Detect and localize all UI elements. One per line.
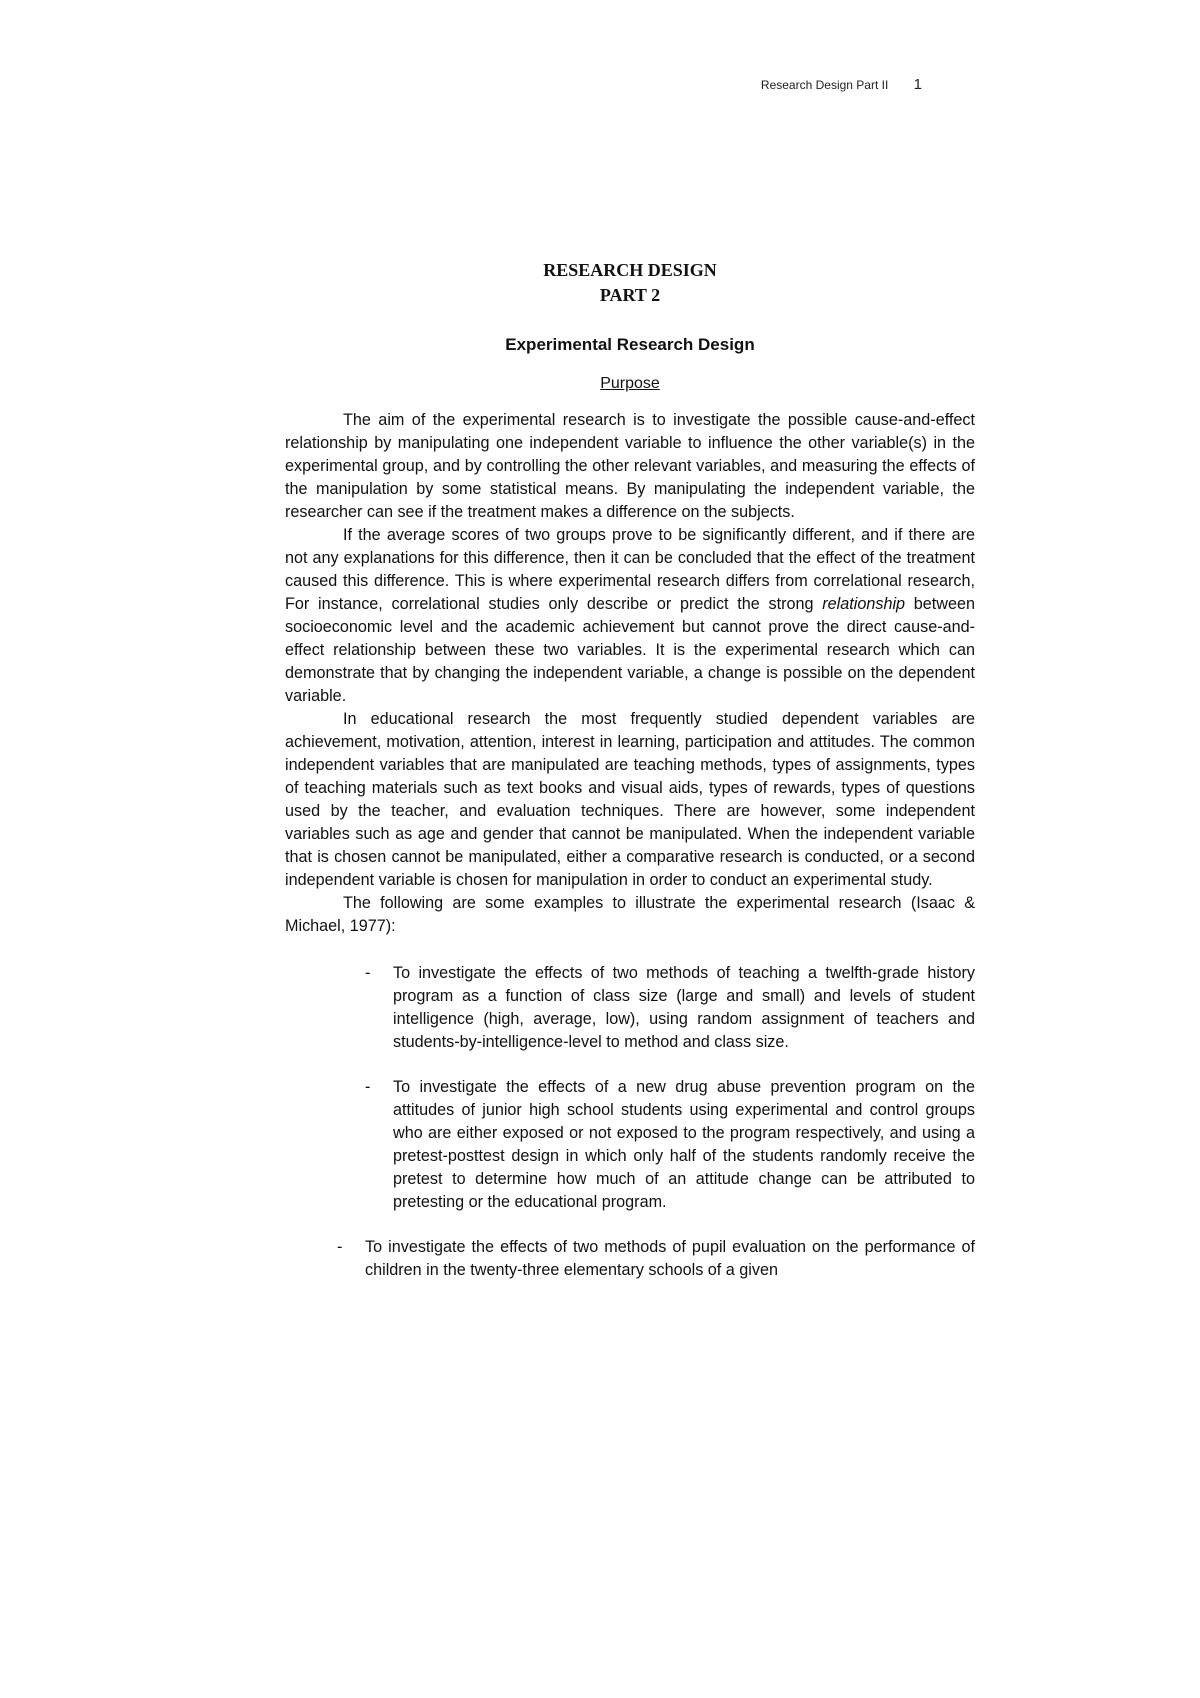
paragraph-2 <box>285 524 975 708</box>
paragraph-2-text-a: If the average scores of two groups prove to be significantly different, and if there are not any explanations for this difference, then it can be concluded that the effect of the treatment caused this difference. This is where experimental research differs from correlational research, For instance, correlational studies only describe or predict the strong <box>285 526 975 613</box>
bullet-dash: - <box>365 964 371 982</box>
running-header <box>761 76 922 93</box>
bullet-dash: - <box>337 1238 343 1256</box>
document-subtitle: Experimental Research Design <box>505 335 755 354</box>
list-item-text: To investigate the effects of two methods of teaching a twelfth-grade history program as a function of class size (large and small) and levels of student intelligence (high, average, low), using random assignment of teachers and students-by-intelligence-level to method and class size. <box>393 964 975 1051</box>
paragraph-3: In educational research the most frequently studied dependent variables are achievement, motivation, attention, interest in learning, participation and attitudes. The common independent variables that are manipulated are teaching methods, types of assignments, types of teaching materials such as text books and visual aids, types of rewards, types of questions used by the teacher, and evaluation techniques. There are however, some independent variables such as age and gender that cannot be manipulated. When the independent variable that is chosen cannot be manipulated, either a comparative research is conducted, or a second independent variable is chosen for manipulation in order to conduct an experimental study. <box>285 710 975 889</box>
examples-list <box>285 962 975 1282</box>
list-item <box>285 962 975 1054</box>
document-body <box>285 258 975 1304</box>
paragraph-4: The following are some examples to illustrate the experimental research (Isaac & Michael, 1977): <box>285 894 975 935</box>
section-heading-purpose: Purpose <box>600 375 660 392</box>
emphasis-relationship: relationship <box>822 595 906 613</box>
page-number: 1 <box>913 76 922 93</box>
list-item <box>285 1076 975 1214</box>
title-line-1: RESEARCH DESIGN <box>543 260 717 280</box>
list-item <box>285 1236 975 1282</box>
running-title: Research Design Part II <box>760 78 889 92</box>
list-item-text: To investigate the effects of a new drug abuse prevention program on the attitudes of junior high school students using experimental and control groups who are either exposed or not exposed to the program respectively, and using a pretest-posttest design in which only half of the students randomly receive the pretest to determine how much of an attitude change can be attributed to pretesting or the educational program. <box>393 1078 975 1211</box>
paragraph-1: The aim of the experimental research is to investigate the possible cause-and-effect relationship by manipulating one independent variable to influence the other variable(s) in the experimental group, and by controlling the other relevant variables, and measuring the effects of the manipulation by some statistical means. By manipulating the independent variable, the researcher can see if the treatment makes a difference on the subjects. <box>285 411 975 521</box>
bullet-dash: - <box>365 1078 371 1096</box>
paragraph-2-text-b: between socioeconomic level and the academic achievement but cannot prove the direct cause-and-effect relationship between these two variables. It is the experimental research which can demonstrate that by changing the independent variable, a change is possible on the dependent variable. <box>285 595 975 705</box>
list-item-text: To investigate the effects of two methods of pupil evaluation on the performance of children in the twenty-three elementary schools of a given <box>365 1238 975 1279</box>
document-title <box>285 258 975 308</box>
title-line-2: PART 2 <box>599 285 661 305</box>
